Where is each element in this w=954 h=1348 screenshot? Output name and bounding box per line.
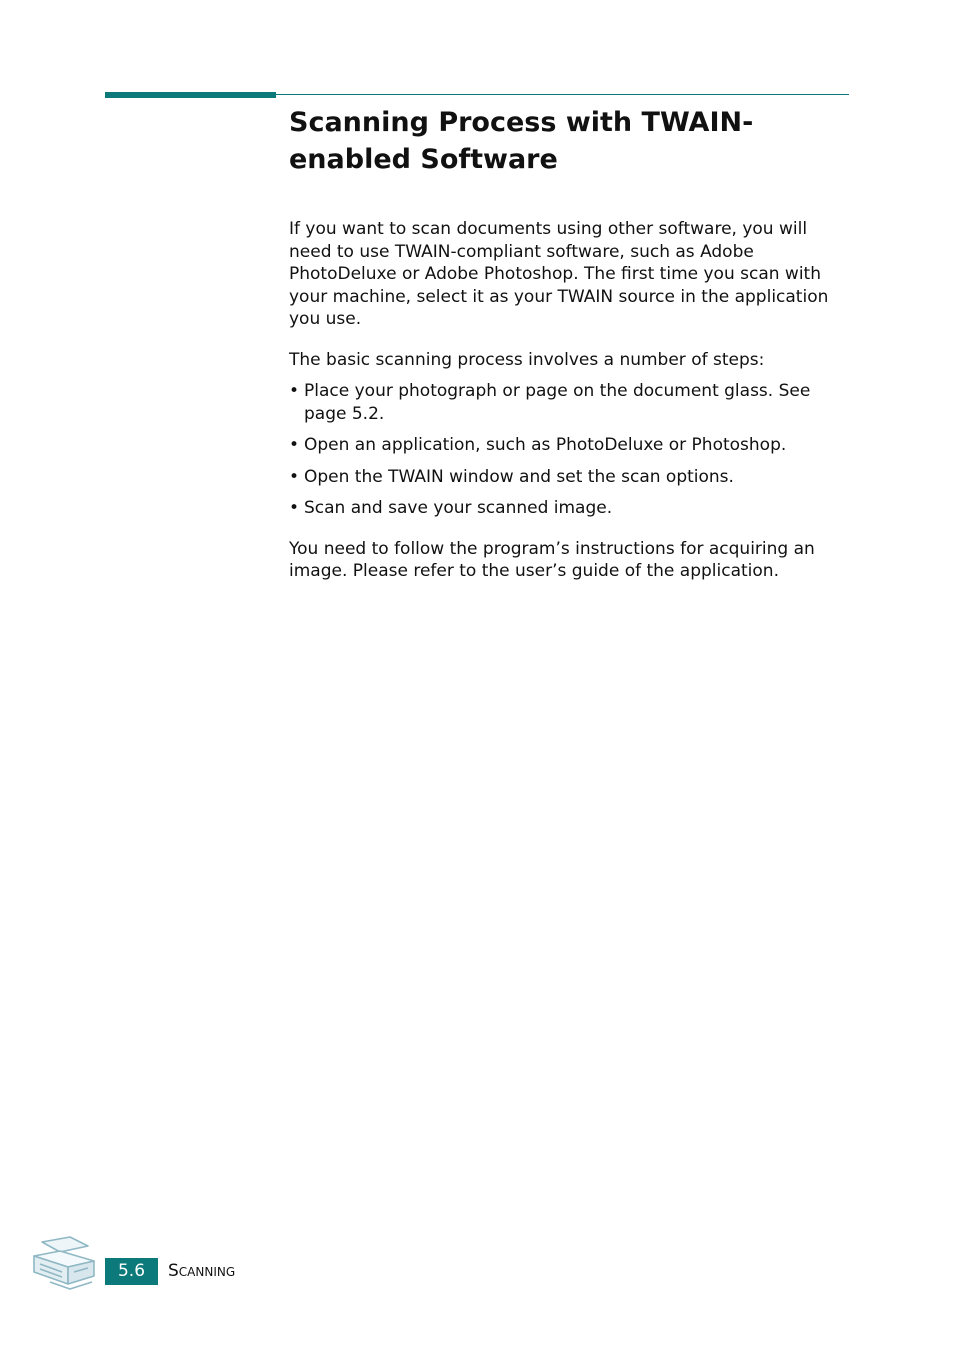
list-item-text: Place your photograph or page on the document glass. See page 5.2. <box>304 381 811 424</box>
bullet-icon: • <box>289 381 300 401</box>
intro-paragraph: If you want to scan documents using other software, you will need to use TWAIN-compliant software, such as Adobe PhotoDeluxe or Adobe Photoshop. The first time you scan with your machine, select it as your TWAIN source in the application you use. <box>289 219 829 329</box>
header-rule-thin <box>276 94 849 95</box>
bullet-icon: • <box>289 466 300 487</box>
list-item-text: Scan and save your scanned image. <box>304 498 613 518</box>
list-item-text: Open the TWAIN window and set the scan options. <box>304 466 734 487</box>
list-item-text: Open an application, such as PhotoDeluxe or Photoshop. <box>304 435 787 455</box>
steps-intro-paragraph: The basic scanning process involves a number of steps: <box>289 349 765 370</box>
bullet-icon: • <box>289 498 300 518</box>
closing-paragraph: You need to follow the program’s instructions for acquiring an image. Please refer to the user’s guide of the application. <box>289 538 815 581</box>
section-name: Scanning <box>168 1261 236 1281</box>
printer-scanner-icon <box>30 1234 98 1292</box>
list-item <box>289 434 854 457</box>
main-content <box>289 218 854 583</box>
page-title: Scanning Process with TWAIN-enabled Software <box>289 107 754 175</box>
list-item <box>289 466 854 489</box>
bullet-icon: • <box>289 435 300 455</box>
steps-list <box>289 380 854 520</box>
list-item <box>289 497 854 520</box>
header-rule-thick <box>105 92 276 98</box>
page-number: 5.6 <box>105 1258 158 1285</box>
list-item <box>289 380 854 425</box>
